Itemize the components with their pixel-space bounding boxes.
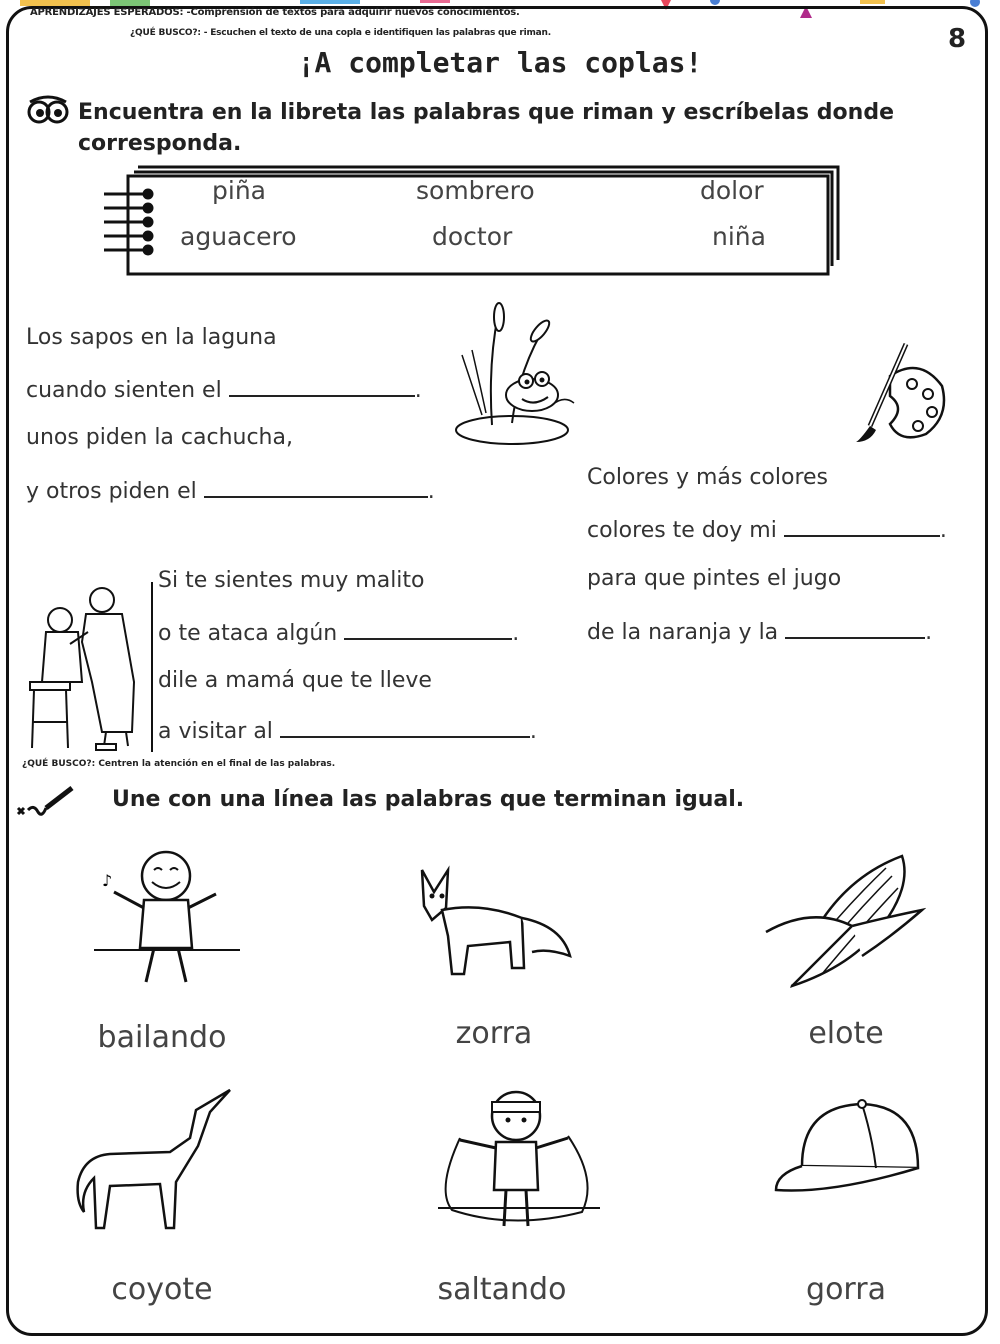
dancing-boy-picture xyxy=(92,836,242,986)
instruction-match: Une con una línea las palabras que terminan igual. xyxy=(112,787,745,812)
match-word: saltando xyxy=(437,1272,567,1307)
answer-blank[interactable] xyxy=(229,375,415,397)
goal-text: ¿QUÉ BUSCO?: - Escuchen el texto de una copla e identifiquen las palabras que riman. xyxy=(130,28,551,38)
jumping-rope-boy-picture xyxy=(432,1080,602,1250)
copla1-line: cuando sienten el . xyxy=(26,375,422,403)
doctor-patient-picture xyxy=(26,582,156,754)
match-word: gorra xyxy=(806,1272,886,1307)
copla3-line: a visitar al . xyxy=(158,716,537,744)
copla1-line: Los sapos en la laguna xyxy=(26,325,277,350)
instruction-find-rhymes: Encuentra en la libreta las palabras que riman y escríbelas donde corresponda. xyxy=(78,100,894,156)
goal-text-2: ¿QUÉ BUSCO?: Centren la atención en el final de las palabras. xyxy=(22,759,336,769)
copla3-line: Si te sientes muy malito xyxy=(158,568,425,593)
fox-picture xyxy=(412,856,576,986)
answer-blank[interactable] xyxy=(784,515,940,537)
match-word: zorra xyxy=(455,1016,533,1051)
notebook-word: dolor xyxy=(700,176,764,205)
match-word: coyote xyxy=(111,1272,213,1307)
page-title: ¡A completar las coplas! xyxy=(297,46,703,79)
svg-text:♪: ♪ xyxy=(102,871,113,890)
match-word: elote xyxy=(808,1016,884,1051)
notebook-word: doctor xyxy=(432,222,513,251)
notebook-word: aguacero xyxy=(180,222,297,251)
page-number: 8 xyxy=(948,24,967,54)
answer-blank[interactable] xyxy=(204,476,428,498)
answer-blank[interactable] xyxy=(280,716,530,738)
copla2-line: Colores y más colores xyxy=(587,465,829,490)
eyes-icon xyxy=(26,94,70,124)
frog-pond-picture xyxy=(452,295,578,455)
copla2-line: colores te doy mi . xyxy=(587,515,947,543)
paint-palette-picture xyxy=(850,336,950,446)
copla2-line: para que pintes el jugo xyxy=(587,566,842,591)
answer-blank[interactable] xyxy=(344,618,512,640)
copla1-line: y otros piden el . xyxy=(26,476,435,504)
notebook-word: piña xyxy=(212,176,266,205)
baseball-cap-picture xyxy=(772,1096,922,1206)
copla1-line: unos piden la cachucha, xyxy=(26,425,293,450)
copla2-line: de la naranja y la . xyxy=(587,617,932,645)
corn-cob-picture xyxy=(762,846,926,1000)
match-word: bailando xyxy=(97,1020,227,1055)
notebook-word: niña xyxy=(712,222,766,251)
copla3-line: o te ataca algún . xyxy=(158,618,519,646)
answer-blank[interactable] xyxy=(785,617,925,639)
howling-coyote-picture xyxy=(70,1082,234,1232)
pencil-check-icon xyxy=(16,786,76,822)
copla3-line: dile a mamá que te lleve xyxy=(158,668,432,693)
notebook-word: sombrero xyxy=(416,176,535,205)
expected-learning-text: APRENDIZAJES ESPERADOS: -Comprensión de textos para adquirir nuevos conocimientos. xyxy=(30,7,520,18)
